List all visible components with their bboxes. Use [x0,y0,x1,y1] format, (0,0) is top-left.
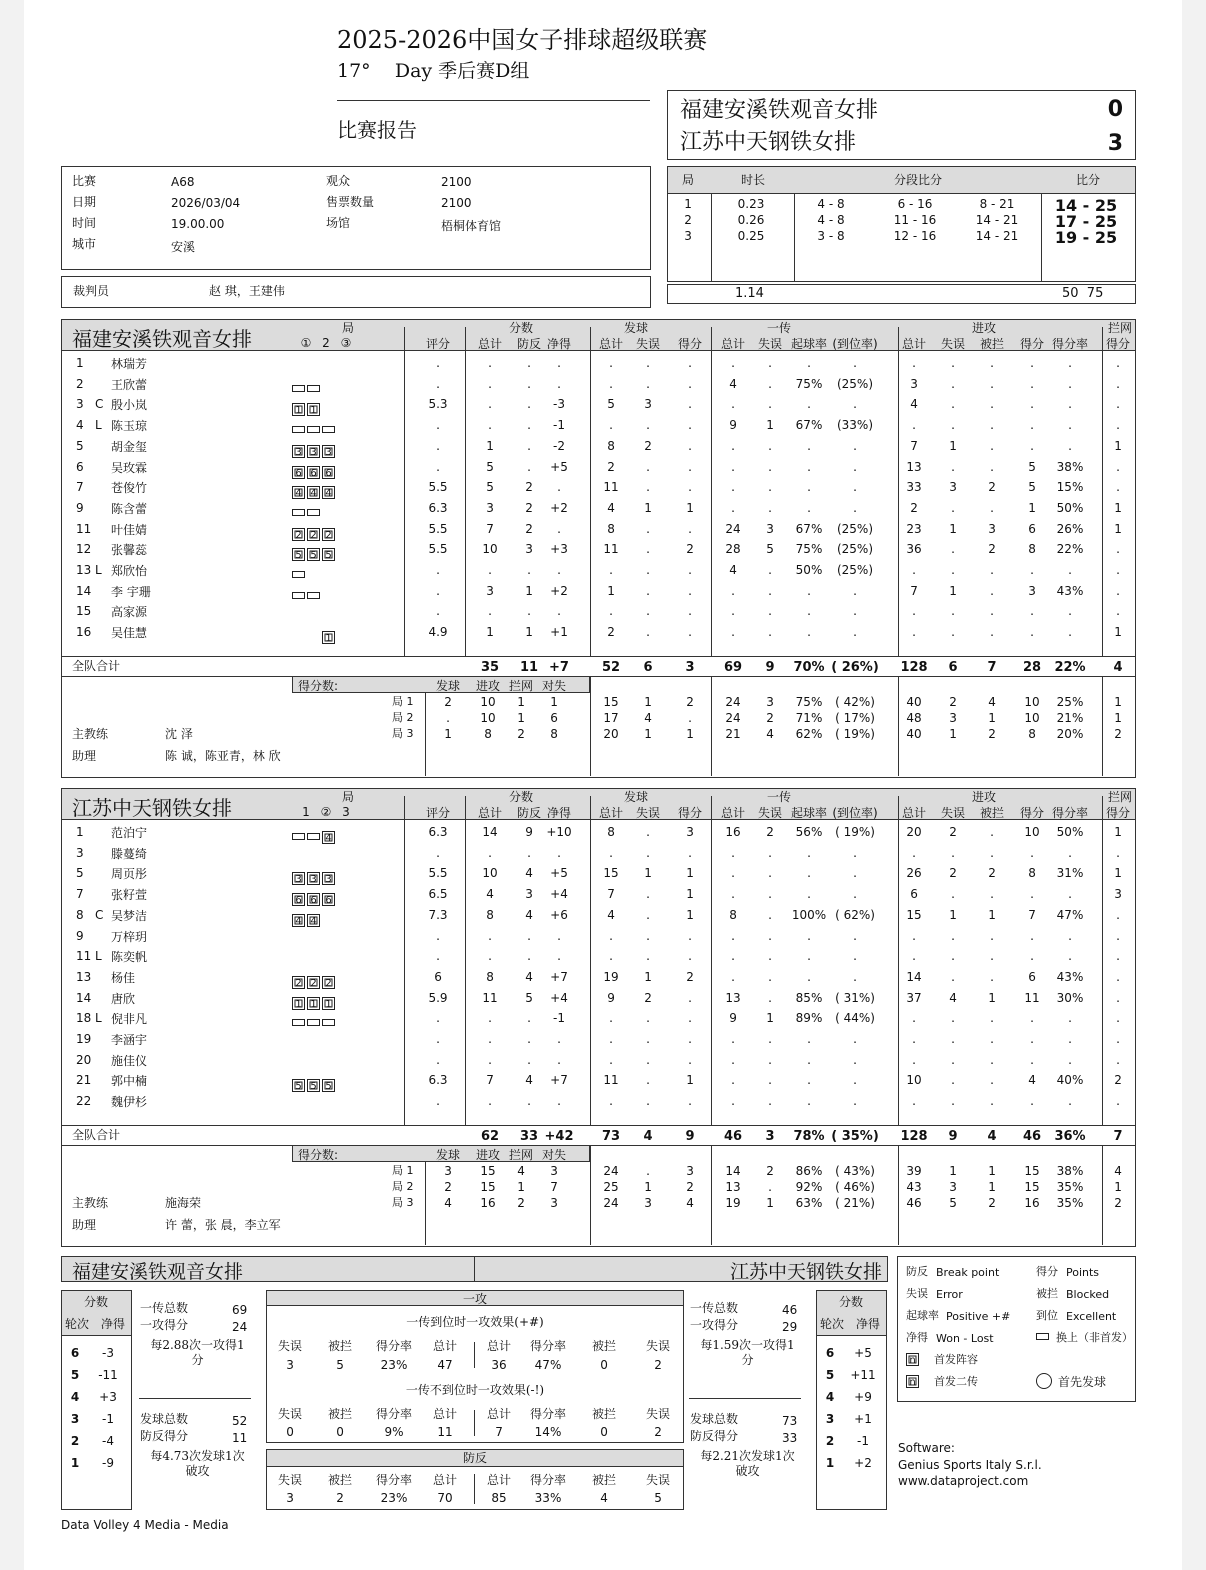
player-number: 3 [76,845,84,860]
position-box: 1 [322,631,335,644]
assistant-names: 许 蕾，张 晨，李立军 [165,1218,281,1232]
total-points: 50 75 [1062,286,1104,301]
stat-label: 防反得分 [140,1429,189,1443]
player-number: 13 [76,969,92,984]
set-mark: 3 [342,805,350,819]
center-divider [474,1342,475,1368]
match-title: 2025-2026中国女子排球超级联赛 [337,26,708,54]
player-name: 周页彤 [111,867,148,882]
player-name: 吴玫霖 [111,460,148,475]
position-box: 5 [307,1079,320,1092]
legend-desc: Points [1066,1266,1100,1279]
legend-sub: 换上（非首发） [1056,1331,1133,1344]
legend-desc: Excellent [1066,1310,1117,1323]
player-name: 施佳仪 [111,1053,148,1068]
set-marks [296,336,356,350]
position-box: 5 [322,1079,335,1092]
sub-marker [292,1019,305,1026]
sub-marker [292,426,305,433]
col-divider [898,327,899,656]
stat-value: 29 [782,1320,798,1334]
player-number: 6 [76,459,84,474]
player-name: 王欣蕾 [111,377,148,392]
team-name: 江苏中天钢铁女排 [72,796,232,820]
info-value: 2100 [441,196,472,210]
col-divider [794,193,795,281]
set-positions [292,826,337,845]
player-number: 7 [76,480,84,495]
player-role: L [95,418,102,433]
position-box: 1 [307,997,320,1010]
col-divider [404,327,405,656]
stat-label: 一攻得分 [140,1318,189,1332]
position-box: 3 [292,872,305,885]
sub-marker [307,592,320,599]
away-team-name: 江苏中天钢铁女排 [729,1261,882,1283]
set-positions [292,1074,337,1093]
set-row-label: 局 1 [392,1164,414,1177]
player-number: 19 [76,1032,92,1046]
player-name: 魏伊杉 [111,1095,148,1110]
position-box: 4 [307,486,320,499]
legend-box [897,1256,1136,1402]
player-role: C [95,397,104,412]
stat-value: 33 [782,1431,798,1445]
col-divider [1102,676,1103,776]
col-divider [898,1145,899,1245]
player-number: 7 [76,887,84,902]
set-mark: 2 [322,336,330,350]
set-positions [292,909,322,928]
sub-marker [292,509,305,516]
divider [689,1398,801,1399]
player-role: L [95,949,102,964]
stat-label: 发球总数 [140,1412,189,1426]
col-divider [404,796,405,1125]
divider [61,656,1136,657]
sets-table: 1 0.23 4 - 8 6 - 16 8 - 21 14 - 25 2 0.26 4 - 8 11 - 16 14 - 21 17 - 25 3 0.25 3 - 8 12 - 16 14 - 21 19 - 25 [667,166,1136,282]
player-name: 苍俊竹 [111,481,148,496]
position-box: 2 [322,528,335,541]
assistant-label: 助理 [72,749,97,763]
position-box: 1 [292,403,305,416]
position-box: 5 [292,1079,305,1092]
player-number: 16 [76,625,92,640]
position-box: 5 [322,548,335,561]
set-row-label: 局 1 [392,695,414,708]
total-duration: 1.14 [735,286,764,301]
position-box: 3 [307,445,320,458]
position-box: 1 [322,997,335,1010]
set-mark: ① [300,336,312,350]
player-name: 殷小岚 [111,398,148,413]
stat-label: 一传总数 [140,1301,189,1315]
player-number: 5 [76,438,84,453]
col-divider [1102,327,1103,656]
position-box: 4 [307,914,320,927]
stat-value: 24 [232,1320,248,1334]
stat-value: 11 [232,1431,248,1445]
score-box [667,90,1136,160]
player-name: 万梓玥 [111,929,148,944]
info-label: 场馆 [326,216,351,230]
col-divider [898,796,899,1125]
player-name: 吴梦洁 [111,908,148,923]
player-name: 李涵宇 [111,1033,148,1047]
sub-marker [307,1019,320,1026]
sub-marker [307,385,320,392]
player-number: 21 [76,1073,92,1088]
set-positions [292,1012,337,1031]
player-name: 叶佳婧 [111,522,148,537]
player-name: 杨佳 [111,970,136,985]
player-number: 14 [76,583,92,598]
sets-total [667,284,1136,304]
set-row-label: 局 3 [392,1196,414,1209]
info-value: 2026/03/04 [171,196,241,210]
position-box: 6 [292,893,305,906]
player-name: 郑欣怡 [111,564,148,578]
player-name: 张馨蕊 [111,543,148,558]
legend-term: 起球率 [906,1309,939,1322]
position-box: 2 [322,976,335,989]
set-positions [292,398,322,417]
position-box: 6 [292,466,305,479]
player-role: C [95,907,104,922]
player-name: 范泊宁 [111,826,148,840]
position-box: 3 [292,445,305,458]
col-divider [898,676,899,776]
stat-value: 46 [782,1303,798,1317]
ratio-note: 每2.21次发球1次破攻 [700,1449,795,1478]
set-row-label: 局 3 [392,727,414,740]
set-positions [292,481,337,500]
player-name: 郭中楠 [111,1074,148,1089]
col-divider [711,676,712,776]
position-box: 4 [292,914,305,927]
info-label: 日期 [72,195,97,209]
home-sets: 0 [1107,97,1123,122]
position-box: 6 [322,893,335,906]
info-value: 安溪 [171,240,196,254]
position-box: 3 [307,872,320,885]
col-divider [711,193,712,281]
position-box: 2 [307,976,320,989]
col-divider [1102,796,1103,1125]
col-divider [1041,193,1042,281]
software-label: Software: [898,1441,955,1455]
software-url: www.dataproject.com [898,1474,1029,1488]
player-name: 林瑞芳 [111,357,148,371]
position-box: 4 [322,486,335,499]
assistant-label: 助理 [72,1218,97,1232]
legend-term: 失误 [906,1287,928,1300]
player-role: L [95,563,102,577]
legend-desc: Positive +# [946,1310,1011,1323]
position-box: 5 [307,548,320,561]
set-positions [292,523,337,542]
set-positions [292,626,337,645]
position-box: 1 [292,997,305,1010]
player-number: 2 [76,376,84,391]
col-divider [711,796,712,1125]
sub-marker [307,426,320,433]
col-divider [590,1145,591,1245]
sub-marker [292,385,305,392]
info-label: 售票数量 [326,195,375,209]
coach-label: 主教练 [72,1196,109,1210]
player-number: 20 [76,1052,92,1067]
stat-label: 一攻得分 [690,1318,739,1332]
legend-desc: Blocked [1066,1288,1110,1301]
set-positions [292,378,322,397]
ratio-note: 每4.73次发球1次破攻 [150,1449,245,1478]
set-positions [292,867,337,886]
player-number: 15 [76,604,92,619]
set-row-label: 局 2 [392,711,414,724]
ratio-note: 每2.88次一攻得1分 [150,1338,245,1367]
position-box: 2 [292,528,305,541]
sub-marker [292,592,305,599]
col-divider [465,796,466,1125]
player-name: 唐欣 [111,991,136,1006]
score-sheet: 2025-2026中国女子排球超级联赛 17° Day 季后赛D组 比赛报告 福建安溪铁观音女排 0 江苏中天钢铁女排 3 比赛 A68 日期 2026/03/04 时间 19.00.00 城市 安溪 观众 2100 售票数量 2100 场馆 梧桐体育馆 裁判员 赵 琪，王建伟 1 0.23 4 - 8 6 - 16 8 - 21 14 - 25 2 0.26 4 - 8 11 - 16 14 - 21 17 - 25 3 0.25 3 - 8 12 - 16 14 - 21 19 - 25 1.14 50 75 福建安溪铁观音女排 ① 2 ③ 1 林瑞芳 . . . . . . . . . . . . . . . . . 2 王欣蕾 . . . . . . . 4 . 75% (25%) 3 . . . . . 3 C 殷小岚 1 1 5.3 . . -3 5 3 . . . . . 4 . . . . . 4 L 陈玉琼 . . . -1 . . . 9 1 67% (33%) . . . . . . 5 胡金玺 3 3 3 . 1 . -2 8 2 . . . . . 7 1 . . . 1 6 吴玫霖 6 6 6 . 5 . +5 2 . . . . . . 13 . . 5 38% . 7 苍俊竹 4 4 4 5.5 5 2 . 11 . . . . . . 33 3 2 5 15% . 9 陈含蕾 6.3 3 2 +2 4 1 1 . . . . 2 . . 1 50% 1 11 叶佳婧 2 2 2 5.5 7 2 . 8 . . 24 3 67% (25%) 23 1 3 6 26% 1 12 张馨蕊 5 5 5 5.5 10 3 +3 11 . 2 28 5 75% (25%) 36 . 2 8 22% . 13 L 郑欣怡 . . . . . . . 4 . 50% (25%) . . . . . . 14 李 宇珊 . 3 1 +2 1 . . . . . . 7 1 . 3 43% . 15 高家源 . . . . . . . . . . . . . . . . . 16 吴佳慧 1 4.9 1 1 +1 2 . . . . . . . . . . . 1 全队合计 35 11 +7 52 6 3 69 9 70% ( 26%) 128 6 7 28 22% 4 得分数: 局 1 2 10 1 1 15 1 2 24 3 75% ( 42%) 40 2 4 10 25% 1 局 2 . 10 1 6 17 4 . 24 2 71% ( 17%) 48 3 1 10 21% 1 局 3 1 8 2 8 20 1 1 21 4 62% ( 19%) 40 1 2 8 20% 2 主教练 沈 泽 助理 陈 诚，陈亚青，林 欣 江苏中天钢铁女排 1 ② 3 1 范泊宁 4 6.3 14 9 +10 8 . 3 16 2 56% ( 19%) 20 2 . 10 50% 1 3 滕蔓绮 . . . . . . . . . . . . . . . . . 5 周页彤 3 3 3 5.5 10 4 +5 15 1 1 . . . . 26 2 2 8 31% 1 7 张籽萱 6 6 6 6.5 4 3 +4 7 . 1 . . . . 6 . . . . 3 8 C 吴梦洁 4 4 7.3 8 4 +6 4 . 1 8 . 100% ( 62%) 15 1 1 7 47% . 9 万梓玥 . . . . . . . . . . . . . . . . . 11 L 陈奕帆 . . . . . . . . . . . . . . . . . 13 杨佳 2 2 2 6 8 4 +7 19 1 2 . . . . 14 . . 6 43% . 14 唐欣 1 1 1 5.9 11 5 +4 9 2 . 13 . 85% ( 31%) 37 4 1 11 30% . 18 L 倪非凡 . . . -1 . . . 9 1 89% ( 44%) . . . . . . 19 李涵宇 . . . . . . . . . . . . . . . . . 20 施佳仪 . . . . . . . . . . . . . . . . . 21 郭中楠 5 5 5 6.3 7 4 +7 11 . 1 . . . . 10 . . 4 40% 2 22 魏伊杉 . . . . . . . . . . . . . . . . . 全队合计 62 33 +42 73 4 9 46 3 78% ( 35%) 128 9 4 46 36% 7 得分数: 局 1 3 15 4 3 24 . 3 14 2 86% ( 43%) 39 1 1 15 38% 4 局 2 2 15 1 7 25 1 2 13 . 92% ( 46%) 43 3 1 15 35% 1 局 3 4 16 2 3 24 3 4 19 1 63% ( 21%) 46 5 2 16 35% 2 主教练 施海荣 助理 许 蕾，张 晨，李立军 福建安溪铁观音女排 江苏中天钢铁女排 6 -3 5 -11 4 +3 3 -1 2 -4 1 -9 6 +5 5 +11 4 +9 3 +1 2 -1 1 +2 一传总数 69 一攻得分 24 每2.88次一攻得1分 发球总数 52 防反得分 11 每4.73次发球1次破攻 一传总数 46 一攻得分 29 每1.59次一攻得1分 发球总数 73 防反得分 33 每2.21次发球1次破攻 一传到位时一攻效果(+#) 一传不到位时一攻效果(-!) 失误 失误 3 0 被拦 被拦 5 0 得分率 得分率 23% 9% 总计 总计 47 11 总计 总计 36 7 得分率 得分率 47% 14% 被拦 被拦 0 0 失误 失误 2 2 失误 3 被拦 2 得分率 23% 总计 70 总计 85 得分率 33% 被拦 4 失误 5 防反 Break point 得分 Points 失误 Error 被拦 Blocked 起球率 Positive +# 到位 Excellent 净得 Won - Lost 换上（非首发） n 首发阵容 n 首发二传 首先发球 Software: Genius Sports Italy S.r.l. www.dataproject.com Data Volley 4 Media - Media [24,0,1182,1570]
set-positions [292,888,337,907]
col-divider [465,327,466,656]
set-mark: ③ [340,336,352,350]
player-number: 18 [76,1011,92,1026]
total-label: 全队合计 [72,1128,121,1142]
position-box: 6 [307,893,320,906]
player-name: 陈玉琼 [111,419,148,434]
player-name: 倪非凡 [111,1012,148,1027]
col-divider [590,327,591,656]
player-number: 11 [76,949,92,964]
ratio-note: 每1.59次一攻得1分 [700,1338,795,1367]
info-value: 梧桐体育馆 [441,219,502,233]
info-value: A68 [171,175,195,189]
set-row-label: 局 2 [392,1180,414,1193]
starting-setter-icon: n [906,1375,919,1388]
info-label: 时间 [72,216,97,230]
legend-term: 到位 [1036,1309,1058,1322]
position-box: 3 [322,445,335,458]
legend-start2: 首发二传 [934,1375,978,1388]
player-name: 陈含蕾 [111,501,148,516]
player-name: 李 宇珊 [111,584,151,599]
center-divider [474,1474,475,1504]
col-divider [711,1145,712,1245]
player-number: 9 [76,928,84,943]
coach-label: 主教练 [72,727,109,741]
home-team-name: 福建安溪铁观音女排 [680,98,879,123]
stat-value: 73 [782,1414,798,1428]
stat-value: 69 [232,1303,248,1317]
info-value: 2100 [441,175,472,189]
player-number: 22 [76,1094,92,1109]
divider [61,676,1136,677]
points-label: 得分数: [298,679,339,693]
home-team-name: 福建安溪铁观音女排 [72,1261,244,1283]
info-value: 19.00.00 [171,217,225,231]
set-positions [292,585,322,604]
player-number: 9 [76,500,84,515]
team-table [61,319,1136,778]
set-positions [292,502,322,521]
info-label: 观众 [326,174,351,188]
position-box: 3 [322,872,335,885]
player-name: 高家源 [111,605,148,620]
player-number: 12 [76,542,92,557]
position-box: 1 [307,403,320,416]
referee-box [61,276,651,308]
stat-label: 发球总数 [690,1412,739,1426]
player-number: 3 [76,397,84,412]
coach-name: 沈 泽 [165,727,193,741]
divider [337,100,650,101]
info-label: 城市 [72,237,97,251]
legend-first-serve: 首先发球 [1058,1375,1107,1389]
referee-label: 裁判员 [73,284,110,298]
position-box: 2 [292,976,305,989]
team-name: 福建安溪铁观音女排 [72,327,252,351]
col-divider [711,327,712,656]
player-number: 14 [76,990,92,1005]
col-divider [590,796,591,1125]
sub-marker [1036,1333,1049,1340]
set-positions [292,461,337,480]
starting-lineup-icon: n [906,1353,919,1366]
col-divider [590,676,591,776]
info-box [61,166,651,270]
legend-desc: Break point [936,1266,1000,1279]
points-label: 得分数: [298,1148,339,1162]
set-mark: 1 [302,805,310,819]
sub-marker [322,426,335,433]
set-positions [292,440,337,459]
legend-term: 净得 [906,1331,928,1344]
player-number: 1 [76,356,84,370]
total-label: 全队合计 [72,659,121,673]
divider [61,1125,1136,1126]
legend-desc: Error [936,1288,963,1301]
player-name: 胡金玺 [111,439,148,454]
sub-marker [307,833,320,840]
legend-term: 防反 [906,1265,928,1278]
match-subtitle: 17° Day 季后赛D组 [337,60,530,82]
divider [61,1145,1136,1146]
player-number: 13 [76,563,92,577]
player-name: 滕蔓绮 [111,846,148,861]
set-marks [296,805,356,819]
referee-names: 赵 琪，王建伟 [209,284,285,298]
assistant-names: 陈 诚，陈亚青，林 欣 [165,749,281,763]
sub-marker [292,571,305,578]
col-divider [1102,1145,1103,1245]
player-number: 8 [76,907,84,922]
position-box: 4 [292,486,305,499]
player-number: 1 [76,825,84,839]
player-number: 4 [76,418,84,433]
coach-name: 施海荣 [165,1196,202,1210]
player-name: 陈奕帆 [111,950,148,965]
legend-start: 首发阵容 [934,1353,978,1366]
legend-term: 得分 [1036,1265,1058,1278]
team-table [61,788,1136,1247]
sub-marker [307,509,320,516]
set-positions [292,419,337,438]
position-box: 5 [292,548,305,561]
player-number: 11 [76,521,92,536]
set-positions [292,971,337,990]
stat-value: 52 [232,1414,248,1428]
set-mark: ② [320,805,332,819]
footer-text: Data Volley 4 Media - Media [61,1518,229,1532]
legend-desc: Won - Lost [936,1332,994,1345]
player-number: 5 [76,866,84,881]
position-box: 4 [322,831,335,844]
software-company: Genius Sports Italy S.r.l. [898,1458,1042,1472]
first-serve-icon [1036,1373,1052,1389]
sub-marker [322,1019,335,1026]
player-role: L [95,1011,102,1026]
legend-term: 被拦 [1036,1287,1058,1300]
info-label: 比赛 [72,174,97,188]
player-name: 吴佳慧 [111,626,148,641]
set-positions [292,564,307,583]
away-sets: 3 [1107,131,1123,156]
divider [139,1398,251,1399]
set-positions [292,992,337,1011]
report-label: 比赛报告 [337,118,417,142]
col-divider [474,1256,475,1282]
center-divider [474,1410,475,1436]
stat-label: 一传总数 [690,1301,739,1315]
sub-marker [292,833,305,840]
stat-label: 防反得分 [690,1429,739,1443]
position-box: 2 [307,528,320,541]
away-team-name: 江苏中天钢铁女排 [680,130,857,155]
player-name: 张籽萱 [111,888,148,903]
position-box: 6 [307,466,320,479]
position-box: 6 [322,466,335,479]
set-positions [292,543,337,562]
